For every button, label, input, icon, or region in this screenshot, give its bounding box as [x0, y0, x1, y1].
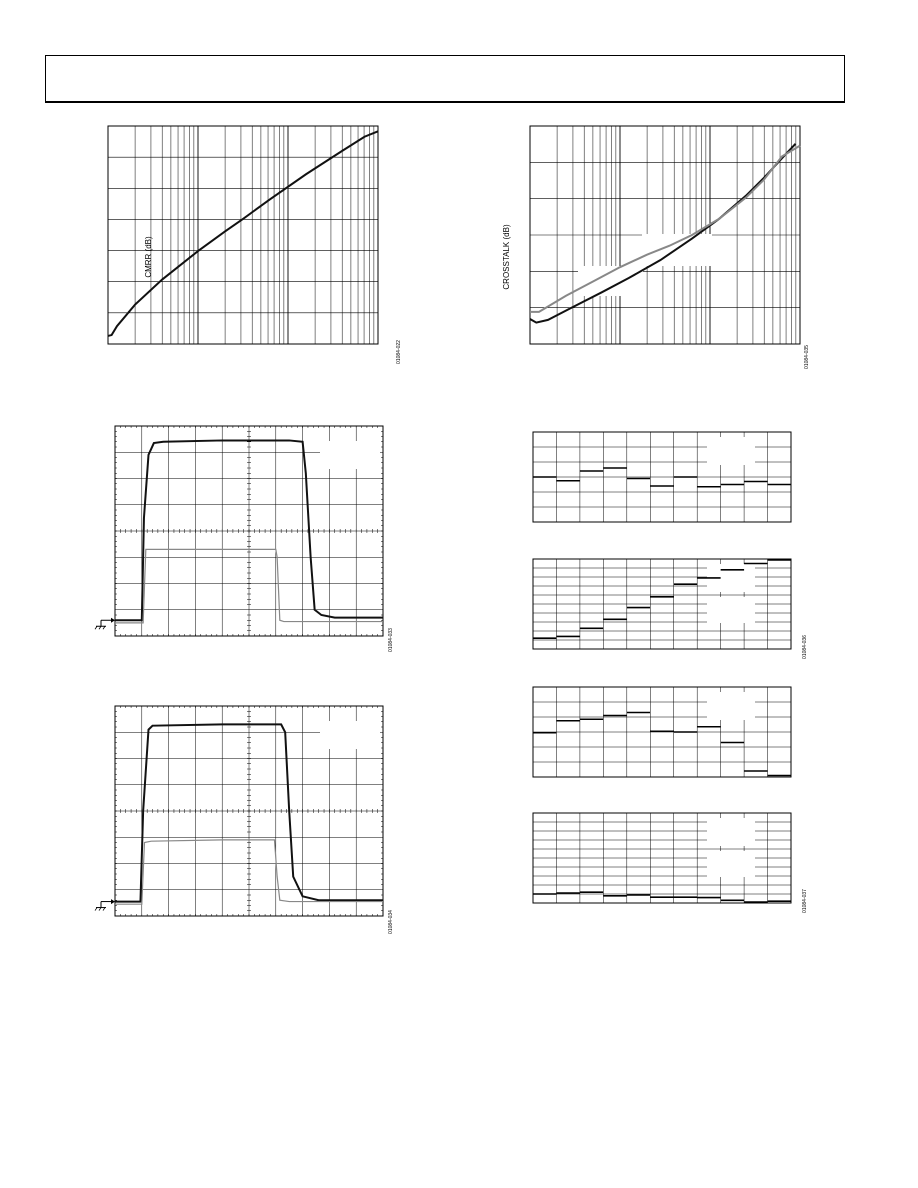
- legend-mask: [707, 692, 755, 720]
- step-chart-1: [525, 425, 815, 530]
- legend-mask: [707, 851, 755, 877]
- legend-mask: [320, 441, 380, 469]
- legend-mask: [707, 818, 755, 846]
- series-line-1: [530, 146, 800, 312]
- cmrr-chart: [70, 122, 410, 372]
- figure-id: 01084-036: [802, 635, 808, 659]
- crosstalk-chart: [490, 122, 830, 372]
- step-chart-2: [525, 552, 815, 677]
- figure-id: 01084-033: [388, 628, 394, 652]
- pulse-response-chart-2: [90, 700, 400, 945]
- grid-lines: [108, 126, 378, 344]
- legend-mask: [707, 597, 755, 623]
- pulse-response-chart-1: [90, 420, 400, 660]
- step-chart-3: [525, 680, 815, 785]
- plot-frame: [108, 126, 378, 344]
- ground-symbol-icon: [95, 618, 115, 630]
- figure-id: 01084-035: [804, 345, 810, 369]
- legend-mask: [320, 721, 380, 749]
- figure-id: 01084-037: [802, 889, 808, 913]
- step-chart-4: [525, 806, 815, 931]
- figure-id: 01084-022: [396, 340, 402, 364]
- series-line-0: [108, 131, 378, 336]
- legend-mask: [642, 234, 712, 266]
- legend-mask: [707, 437, 755, 465]
- figure-id: 01084-034: [388, 910, 394, 934]
- page-header-box: [45, 55, 845, 103]
- y-axis-label: CROSSTALK (dB): [502, 224, 511, 290]
- y-axis-label: CMRR (dB): [144, 236, 153, 278]
- legend-mask: [578, 266, 643, 296]
- ground-symbol-icon: [95, 899, 115, 911]
